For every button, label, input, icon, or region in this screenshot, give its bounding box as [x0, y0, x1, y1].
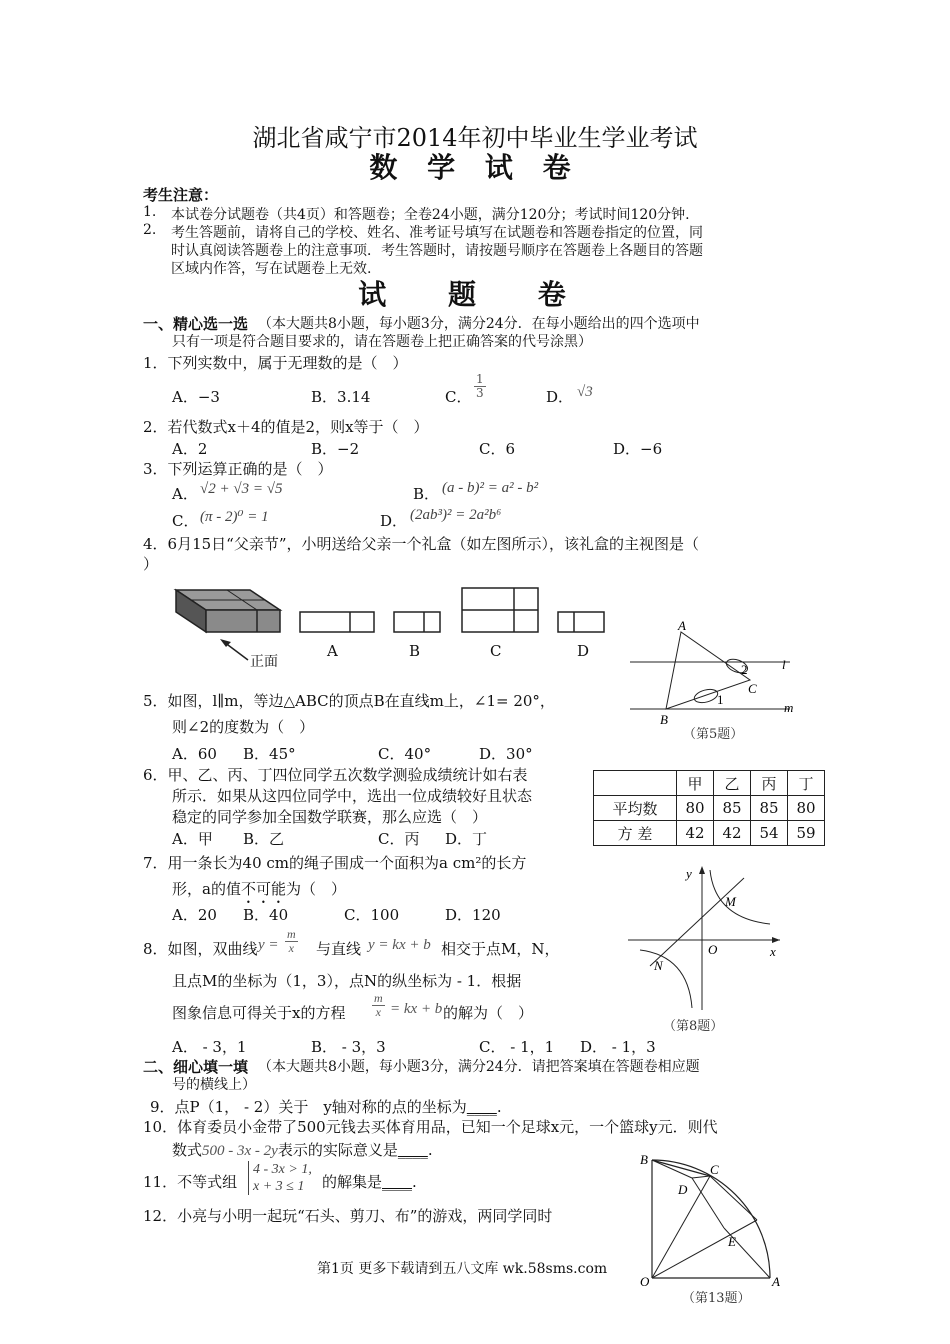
q7-stem-2: [172, 878, 346, 907]
q6-option-b: B．乙: [243, 830, 285, 848]
q5-label-m: m: [784, 700, 794, 715]
q8-frac2-den: x: [375, 1005, 381, 1019]
q5-label-c: C: [748, 681, 757, 696]
q8-frac-den: x: [288, 941, 294, 955]
q11-ineq-2: x + 3 ≤ 1: [253, 1179, 305, 1194]
q1-option-d: D．: [546, 388, 574, 406]
q1-option-a: A．−3: [172, 388, 220, 406]
q13-label-b: B: [640, 1152, 648, 1167]
q4-front-label: 正面: [250, 654, 278, 670]
table-cell: 方 差: [594, 821, 677, 846]
q4-label-d: D: [577, 642, 590, 660]
part1-desc-1: （本大题共8小题，每小题3分，满分24分．在每小题给出的四个选项中: [258, 316, 700, 332]
gift-box-3d: [176, 590, 280, 632]
q9-end: .: [496, 1098, 502, 1116]
q7-stem-1: 7．用一条长为40 cm的绳子围成一个面积为a cm²的长方: [143, 854, 527, 872]
q1-option-b: B．3.14: [311, 388, 371, 406]
q3-c-expr: (π - 2)⁰ = 1: [200, 509, 269, 525]
table-row: [594, 821, 825, 846]
q3-option-a: A．: [172, 485, 198, 503]
q11-ineq-1: 4 - 3x > 1,: [253, 1162, 312, 1177]
q5-label-a: A: [678, 618, 686, 633]
table-cell: 乙: [714, 771, 751, 796]
q8-line-3a: 图象信息可得关于x的方程: [172, 1004, 346, 1022]
table-cell: 80: [677, 796, 714, 821]
q10-line-2a: 数式: [172, 1141, 203, 1159]
q4-figure: [170, 580, 630, 670]
part1-heading: 一、精心选一选: [143, 315, 249, 333]
q8-caption: （第8题）: [663, 1019, 724, 1034]
q6-line-1: 6．甲、乙、丙、丁四位同学五次数学测验成绩统计如右表: [143, 766, 528, 784]
q11-post: 的解集是: [322, 1173, 383, 1191]
table-cell: 59: [788, 821, 825, 846]
table-cell: 42: [714, 821, 751, 846]
q13-figure: [632, 1148, 792, 1288]
q6-score-table: [593, 770, 825, 846]
q6-option-d: D．丁: [445, 830, 488, 848]
q3-option-c: C．: [172, 512, 199, 530]
q13-label-d: D: [678, 1182, 688, 1197]
q5-stem-1: 5．如图，l∥m，等边△ABC的顶点B在直线m上，∠1= 20°，: [143, 692, 555, 710]
q8-origin: O: [708, 942, 718, 957]
q10-line-1: 10．体育委员小金带了500元钱去买体育用品，已知一个足球x元，一个篮球y元．则代: [143, 1118, 718, 1136]
q2-stem: 2．若代数式x＋4的值是2，则x等于（ ）: [143, 418, 429, 436]
q3-d-expr: (2ab³)² = 2a²b⁶: [410, 507, 502, 523]
table-row: [594, 796, 825, 821]
front-arrow: [220, 639, 248, 660]
q3-b-expr: (a - b)² = a² - b²: [442, 480, 539, 496]
q8-fraction: [285, 928, 298, 955]
notice-2-num: 2.: [143, 222, 157, 238]
q8-axis-x: x: [770, 944, 776, 959]
page-footer: 第1页 更多下载请到五八文库 wk.58sms.com: [317, 1261, 608, 1277]
q1-fraction: [474, 373, 486, 400]
table-cell: 丙: [751, 771, 788, 796]
q5-option-b: B．45°: [243, 745, 296, 763]
exam-subtitle: 数 学 试 卷: [369, 151, 581, 184]
option-b-view: [394, 612, 440, 632]
notice-1-line: 本试卷分试题卷（共4页）和答题卷；全卷24小题，满分120分；考试时间120分钟.: [171, 207, 690, 223]
table-cell: 丁: [788, 771, 825, 796]
q5-angle-1: 1: [717, 692, 724, 707]
q7-option-b: B．40: [243, 906, 289, 924]
q10-expr: 500 - 3x - 2y: [202, 1143, 278, 1159]
table-cell: 85: [751, 796, 788, 821]
q8-option-a: A． - 3，1: [172, 1038, 247, 1056]
table-row: [594, 771, 825, 796]
q11-pre: 11．不等式组: [143, 1173, 238, 1191]
part2-heading: 二、细心填一填: [143, 1058, 249, 1076]
q8-line-2: 且点M的坐标为（1，3），点N的纵坐标为 - 1．根据: [172, 972, 522, 990]
q8-option-d: D． - 1，3: [580, 1038, 656, 1056]
q10-line-2b: 表示的实际意义是: [277, 1141, 398, 1159]
q8-frac2-num: m: [374, 991, 383, 1005]
q10-end: .: [427, 1141, 433, 1159]
table-cell: 甲: [677, 771, 714, 796]
option-a-view: [300, 612, 374, 632]
q6-option-c: C．丙: [378, 830, 420, 848]
q13-label-e: E: [728, 1234, 736, 1249]
part2-desc-1: （本大题共8小题，每小题3分，满分24分．请把答案填在答题卷相应题: [258, 1059, 700, 1075]
notice-1-num: 1.: [143, 204, 157, 220]
q4-label-c: C: [490, 642, 502, 660]
q1-frac-den: 3: [476, 386, 484, 400]
q10-line-2: [172, 1139, 433, 1160]
q8-line-1a: 8．如图，双曲线: [143, 940, 258, 958]
exam-title: 湖北省咸宁市2014年初中毕业生学业考试: [252, 124, 698, 152]
q8-fraction-2: [372, 992, 385, 1019]
q13-caption: （第13题）: [682, 1291, 751, 1306]
q2-option-d: D．−6: [613, 440, 663, 458]
q9-blank: ____: [466, 1098, 497, 1116]
q1-stem: 1．下列实数中，属于无理数的是（ ）: [143, 354, 408, 372]
q8-line-1b: 与直线: [316, 940, 362, 958]
q2-option-b: B．−2: [311, 440, 360, 458]
part2-desc-2: 号的横线上）: [172, 1077, 256, 1093]
q5-label-b: B: [660, 712, 668, 727]
q3-option-d: D．: [380, 512, 408, 530]
q7-option-c: C．100: [344, 906, 400, 924]
q8-option-c: C． - 1，1: [479, 1038, 555, 1056]
q8-line-1c: 相交于点M，N，: [441, 940, 560, 958]
q2-option-a: A．2: [172, 440, 208, 458]
q8-point-n: N: [654, 958, 663, 973]
q10-blank: ____: [397, 1141, 428, 1159]
q1-frac-num: 1: [476, 372, 484, 386]
q4-stem-1: 4．6月15日“父亲节”，小明送给父亲一个礼盒（如左图所示），该礼盒的主视图是（: [143, 535, 700, 553]
q9-text: 9．点P（1， - 2）关于 y轴对称的点的坐标为: [150, 1098, 467, 1116]
notice-2-line-3: 区域内作答，写在试题卷上无效.: [171, 261, 372, 277]
q5-label-l: l: [782, 657, 786, 672]
table-cell: 42: [677, 821, 714, 846]
q8-option-b: B． - 3，3: [311, 1038, 386, 1056]
q7-stem-2c: 为（ ）: [285, 880, 346, 898]
q3-a-expr: √2 + √3 = √5: [200, 481, 283, 497]
q11-post-line: [322, 1171, 417, 1192]
table-cell: 54: [751, 821, 788, 846]
q12-line: 12．小亮与小明一起玩“石头、剪刀、布”的游戏，两同学同时: [143, 1207, 553, 1225]
section-title: 试 题 卷: [358, 278, 592, 311]
notice-2-line-1: 考生答题前，请将自己的学校、姓名、准考证号填写在试题卷和答题卷指定的位置，同: [171, 225, 703, 241]
q5-option-d: D．30°: [479, 745, 533, 763]
q8-eq-rhs: = kx + b: [390, 1001, 443, 1017]
q7-option-d: D．120: [445, 906, 501, 924]
q8-point-m: M: [725, 894, 736, 909]
q5-stem-2: 则∠2的度数为（ ）: [172, 718, 315, 736]
table-cell: 80: [788, 796, 825, 821]
q4-label-a: A: [327, 642, 338, 660]
table-cell: [594, 771, 677, 796]
q6-line-2: 所示．如果从这四位同学中，选出一位成绩较好且状态: [172, 787, 533, 805]
q5-caption: （第5题）: [683, 727, 744, 742]
q7-emphasis: 不可能: [240, 880, 286, 898]
q8-axis-y: y: [686, 866, 692, 881]
q7-stem-2a: 形，a的值: [172, 880, 241, 898]
q7-option-a: A．20: [172, 906, 217, 924]
notice-2-line-2: 时认真阅读答题卷上的注意事项．考生答题时，请按题号顺序在答题卷上各题目的答题: [171, 243, 703, 259]
q3-option-b: B．: [413, 485, 440, 503]
q6-line-3: 稳定的同学参加全国数学联赛，那么应选（ ）: [172, 808, 488, 826]
q13-label-o: O: [640, 1274, 650, 1288]
q8-line-3b: 的解为（ ）: [443, 1004, 534, 1022]
part1-desc-2: 只有一项是符合题目要求的，请在答题卷上把正确答案的代号涂黑）: [172, 334, 592, 350]
q3-stem: 3．下列运算正确的是（ ）: [143, 460, 333, 478]
q4-stem-2: ）: [143, 555, 159, 573]
q4-label-b: B: [409, 642, 421, 660]
option-d-view: [558, 612, 604, 632]
q5-option-a: A．60: [172, 745, 217, 763]
q11-blank: ____: [382, 1173, 413, 1191]
q8-line-eq: y = kx + b: [368, 937, 431, 953]
notice-heading: 考生注意：: [143, 186, 219, 204]
q8-y-eq: y =: [258, 937, 279, 953]
q5-option-c: C．40°: [378, 745, 432, 763]
q11-system: [248, 1161, 312, 1195]
q6-option-a: A．甲: [172, 830, 213, 848]
table-cell: 85: [714, 796, 751, 821]
q9-line: [150, 1096, 502, 1117]
q11-end: .: [412, 1173, 417, 1191]
q2-option-c: C．6: [479, 440, 516, 458]
table-cell: 平均数: [594, 796, 677, 821]
q5-angle-2: 2: [741, 662, 748, 677]
q8-figure: [620, 858, 790, 1018]
q1-option-c: C．: [445, 388, 472, 406]
q13-label-c: C: [710, 1162, 719, 1177]
q13-label-a: A: [772, 1274, 780, 1288]
q8-frac-num: m: [287, 927, 296, 941]
q1-sqrt3: √3: [577, 384, 593, 400]
